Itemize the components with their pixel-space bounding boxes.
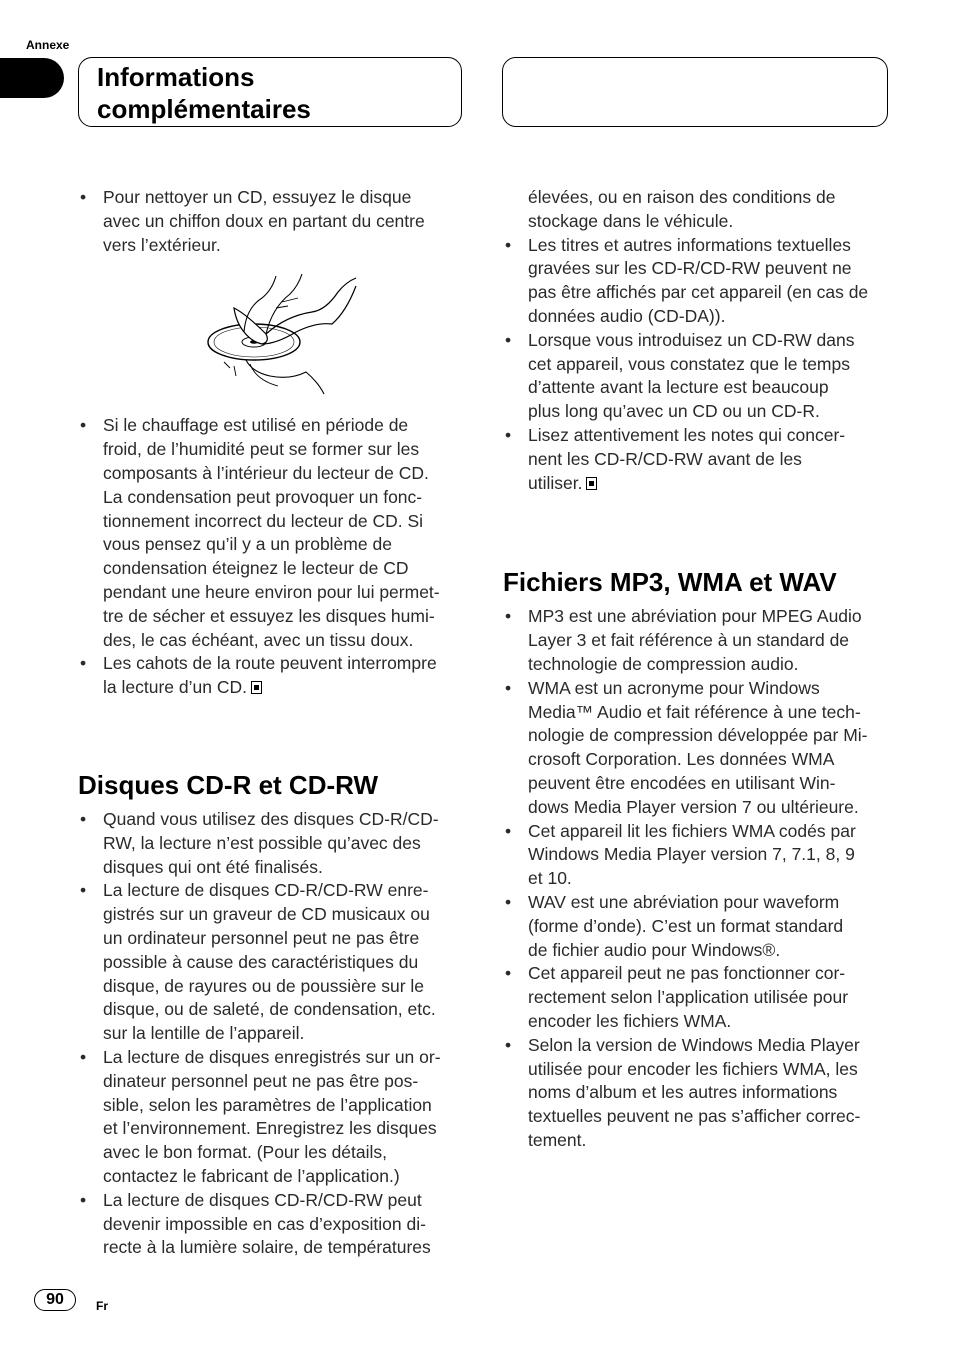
list-item xyxy=(503,1034,895,1153)
text-line: disques qui ont été finalisés. xyxy=(103,856,323,877)
text-line: • La lecture de disques CD-R/CD-RW enre- xyxy=(103,880,429,901)
text-line: rectement selon l’application utilisée pour xyxy=(528,987,849,1008)
text-line: devenir impossible en cas d’exposition di- xyxy=(103,1213,426,1234)
text-line: • Quand vous utilisez des disques CD-R/CD- xyxy=(103,808,439,829)
text-line xyxy=(528,472,895,496)
chapter-title-line: complémentaires xyxy=(97,94,311,124)
text-line xyxy=(103,676,468,700)
text-line: des, le cas échéant, avec un tissu doux. xyxy=(103,629,414,650)
language-code: Fr xyxy=(96,1299,108,1313)
text-span: utiliser. xyxy=(528,472,583,493)
text-line: sur la lentille de l’appareil. xyxy=(103,1023,305,1044)
text-line: un ordinateur personnel peut ne pas être xyxy=(103,927,420,948)
text-line: nologie de compression développée par Mi- xyxy=(528,725,868,746)
text-line: utilisée pour encoder les fichiers WMA, les xyxy=(528,1058,858,1079)
continued-text xyxy=(503,186,895,234)
text-line: dows Media Player version 7 ou ultérieure. xyxy=(528,796,859,817)
text-line: • Pour nettoyer un CD, essuyez le disque xyxy=(103,187,412,207)
text-line: • WMA est un acronyme pour Windows xyxy=(528,677,820,698)
list-item xyxy=(78,414,468,652)
list-item xyxy=(503,677,895,820)
text-line: Windows Media Player version 7, 7.1, 8, 9 xyxy=(528,844,855,865)
condensation-list xyxy=(78,414,468,700)
list-item xyxy=(78,808,468,879)
page-number: 90 xyxy=(34,1289,76,1311)
text-line: encoder les fichiers WMA. xyxy=(528,1010,732,1031)
text-line: stockage dans le véhicule. xyxy=(528,210,734,231)
text-line: • Cet appareil lit les fichiers WMA codés par xyxy=(528,820,856,841)
list-item xyxy=(503,424,895,495)
text-line: nent les CD-R/CD-RW avant de les xyxy=(528,448,802,469)
text-line: crosoft Corporation. Les données WMA xyxy=(528,749,835,770)
text-line: tement. xyxy=(528,1129,587,1150)
text-line: de fichier audio pour Windows®. xyxy=(528,939,781,960)
text-line: • Les titres et autres informations textuelles xyxy=(528,234,851,255)
left-column xyxy=(78,186,468,1260)
text-line: • Lisez attentivement les notes qui concer- xyxy=(528,424,846,445)
text-line: Layer 3 et fait référence à un standard de xyxy=(528,630,850,651)
text-line: • La lecture de disques CD-R/CD-RW peut xyxy=(103,1189,422,1210)
text-line: • Lorsque vous introduisez un CD-RW dans xyxy=(528,329,855,350)
section-label: Annexe xyxy=(26,38,70,52)
section-heading-mp3: Fichiers MP3, WMA et WAV xyxy=(503,567,837,598)
end-of-section-icon xyxy=(586,477,597,490)
chapter-title xyxy=(97,61,311,125)
cleaning-list xyxy=(78,186,468,257)
section-tab-marker xyxy=(0,58,64,98)
text-line: • MP3 est une abréviation pour MPEG Audio xyxy=(528,606,862,627)
cd-cleaning-illustration xyxy=(78,272,468,400)
text-line: recte à la lumière solaire, de températures xyxy=(103,1237,431,1258)
text-line: • Selon la version de Windows Media Player xyxy=(528,1034,860,1055)
text-line: contactez le fabricant de l’application.) xyxy=(103,1165,400,1186)
text-line: possible à cause des caractéristiques du xyxy=(103,951,419,972)
text-line: disque, de rayures ou de poussière sur le xyxy=(103,975,425,996)
text-line: d’attente avant la lecture est beaucoup xyxy=(528,377,829,398)
text-line: RW, la lecture n’est possible qu’avec des xyxy=(103,832,421,853)
text-line: • Si le chauffage est utilisé en période de xyxy=(103,415,409,436)
cdrw-notes-list xyxy=(503,234,895,496)
chapter-title-box xyxy=(78,57,462,127)
text-line: vous pensez qu’il y a un problème de xyxy=(103,534,392,555)
mp3-list xyxy=(503,605,895,1152)
list-item xyxy=(503,891,895,962)
cdr-list xyxy=(78,808,468,1260)
text-line: pendant une heure environ pour lui permet- xyxy=(103,581,440,602)
list-item xyxy=(503,820,895,891)
text-line: données audio (CD-DA)). xyxy=(528,305,726,326)
text-line: et l’environnement. Enregistrez les disques xyxy=(103,1118,437,1139)
list-item xyxy=(503,234,895,329)
text-line: plus long qu’avec un CD ou un CD-R. xyxy=(528,401,820,422)
list-item xyxy=(503,605,895,676)
right-column xyxy=(503,186,895,1153)
text-span: la lecture d’un CD. xyxy=(103,677,247,698)
text-line: pas être affichés par cet appareil (en cas de xyxy=(528,282,869,303)
text-line: • Les cahots de la route peuvent interrompre xyxy=(103,653,437,674)
text-line: La condensation peut provoquer un fonc- xyxy=(103,486,423,507)
text-line: sible, selon les paramètres de l’application xyxy=(103,1094,432,1115)
text-line: • WAV est une abréviation pour waveform xyxy=(528,891,840,912)
text-line: (forme d’onde). C’est un format standard xyxy=(528,915,844,936)
text-line: • Cet appareil peut ne pas fonctionner cor- xyxy=(528,963,846,984)
text-line: technologie de compression audio. xyxy=(528,653,799,674)
text-line: vers l’extérieur. xyxy=(103,234,221,255)
list-item xyxy=(78,652,468,700)
text-line: avec un chiffon doux en partant du centre xyxy=(103,210,425,231)
text-line: Media™ Audio et fait référence à une tech- xyxy=(528,701,861,722)
text-line: dinateur personnel peut ne pas être pos- xyxy=(103,1070,419,1091)
list-item xyxy=(503,329,895,424)
text-line: élevées, ou en raison des conditions de xyxy=(528,187,836,207)
text-line: tionnement incorrect du lecteur de CD. Si xyxy=(103,510,424,531)
end-of-section-icon xyxy=(251,681,262,694)
list-item xyxy=(78,1046,468,1189)
list-item xyxy=(503,962,895,1033)
text-line: gistrés sur un graveur de CD musicaux ou xyxy=(103,904,430,925)
text-line: cet appareil, vous constatez que le temps xyxy=(528,353,850,374)
list-item xyxy=(78,186,468,257)
list-item xyxy=(78,879,468,1046)
empty-header-box xyxy=(502,57,888,127)
text-line: textuelles peuvent ne pas s’afficher correc- xyxy=(528,1106,861,1127)
text-line: tre de sécher et essuyez les disques humi- xyxy=(103,605,435,626)
text-line: avec le bon format. (Pour les détails, xyxy=(103,1142,388,1163)
section-heading-cdr: Disques CD-R et CD-RW xyxy=(78,769,378,800)
text-line: gravées sur les CD-R/CD-RW peuvent ne xyxy=(528,258,852,279)
text-line: condensation éteignez le lecteur de CD xyxy=(103,558,409,579)
text-line: composants à l’intérieur du lecteur de CD. xyxy=(103,462,429,483)
list-item xyxy=(78,1189,468,1260)
text-line: noms d’album et les autres informations xyxy=(528,1082,838,1103)
cd-wipe-icon xyxy=(206,272,366,400)
text-line: • La lecture de disques enregistrés sur un or- xyxy=(103,1046,441,1067)
text-line: froid, de l’humidité peut se former sur les xyxy=(103,439,420,460)
text-line: peuvent être encodées en utilisant Win- xyxy=(528,772,836,793)
chapter-title-line: Informations xyxy=(97,62,255,92)
text-line: et 10. xyxy=(528,868,572,889)
text-line: disque, ou de saleté, de condensation, etc. xyxy=(103,999,436,1020)
